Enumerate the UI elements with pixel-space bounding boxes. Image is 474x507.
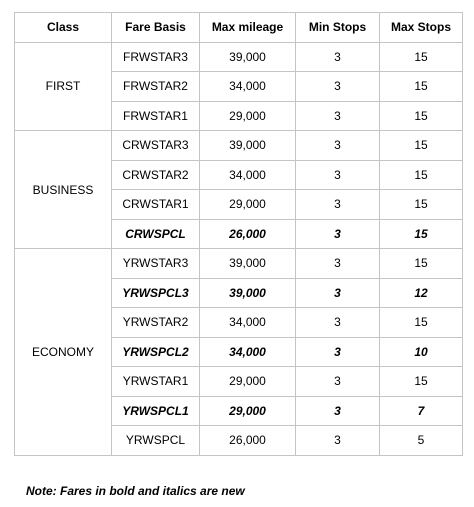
max-mileage-cell: 39,000 — [200, 249, 296, 279]
max-stops-cell: 12 — [380, 278, 463, 308]
table-row — [15, 42, 463, 72]
min-stops-cell: 3 — [296, 72, 380, 102]
max-mileage-cell: 39,000 — [200, 131, 296, 161]
fare-basis-cell: YRWSTAR3 — [112, 249, 200, 279]
fare-basis-cell: FRWSTAR1 — [112, 101, 200, 131]
max-mileage-cell: 29,000 — [200, 396, 296, 426]
max-stops-cell: 10 — [380, 337, 463, 367]
fare-basis-cell: FRWSTAR2 — [112, 72, 200, 102]
min-stops-cell: 3 — [296, 131, 380, 161]
max-mileage-cell: 34,000 — [200, 72, 296, 102]
class-cell: ECONOMY — [15, 249, 112, 456]
min-stops-cell: 3 — [296, 219, 380, 249]
fare-basis-cell: CRWSPCL — [112, 219, 200, 249]
max-stops-cell: 15 — [380, 249, 463, 279]
min-stops-cell: 3 — [296, 160, 380, 190]
fare-basis-cell: YRWSPCL2 — [112, 337, 200, 367]
max-stops-cell: 15 — [380, 72, 463, 102]
header-fare-basis: Fare Basis — [112, 13, 200, 43]
min-stops-cell: 3 — [296, 249, 380, 279]
class-cell: FIRST — [15, 42, 112, 131]
fare-basis-cell: CRWSTAR2 — [112, 160, 200, 190]
table-row — [15, 249, 463, 279]
fare-basis-cell: YRWSTAR2 — [112, 308, 200, 338]
max-mileage-cell: 34,000 — [200, 337, 296, 367]
max-mileage-cell: 29,000 — [200, 367, 296, 397]
min-stops-cell: 3 — [296, 42, 380, 72]
note-text: Note: Fares in bold and italics are new — [26, 484, 245, 498]
min-stops-cell: 3 — [296, 337, 380, 367]
header-max-mileage: Max mileage — [200, 13, 296, 43]
max-stops-cell: 15 — [380, 131, 463, 161]
max-mileage-cell: 39,000 — [200, 278, 296, 308]
max-stops-cell: 7 — [380, 396, 463, 426]
fare-basis-cell: YRWSPCL3 — [112, 278, 200, 308]
max-stops-cell: 5 — [380, 426, 463, 456]
min-stops-cell: 3 — [296, 426, 380, 456]
fare-basis-cell: YRWSTAR1 — [112, 367, 200, 397]
fare-table — [14, 12, 463, 456]
table-row — [15, 131, 463, 161]
fare-basis-cell: FRWSTAR3 — [112, 42, 200, 72]
max-mileage-cell: 34,000 — [200, 308, 296, 338]
header-max-stops: Max Stops — [380, 13, 463, 43]
max-stops-cell: 15 — [380, 219, 463, 249]
header-min-stops: Min Stops — [296, 13, 380, 43]
fare-basis-cell: YRWSPCL1 — [112, 396, 200, 426]
fare-basis-cell: CRWSTAR1 — [112, 190, 200, 220]
max-mileage-cell: 26,000 — [200, 219, 296, 249]
header-class: Class — [15, 13, 112, 43]
max-mileage-cell: 34,000 — [200, 160, 296, 190]
max-stops-cell: 15 — [380, 367, 463, 397]
max-mileage-cell: 39,000 — [200, 42, 296, 72]
header-row — [15, 13, 463, 43]
max-stops-cell: 15 — [380, 308, 463, 338]
fare-table-body — [15, 42, 463, 455]
min-stops-cell: 3 — [296, 190, 380, 220]
max-mileage-cell: 29,000 — [200, 101, 296, 131]
min-stops-cell: 3 — [296, 278, 380, 308]
max-stops-cell: 15 — [380, 42, 463, 72]
min-stops-cell: 3 — [296, 367, 380, 397]
min-stops-cell: 3 — [296, 101, 380, 131]
min-stops-cell: 3 — [296, 308, 380, 338]
fare-basis-cell: CRWSTAR3 — [112, 131, 200, 161]
min-stops-cell: 3 — [296, 396, 380, 426]
max-mileage-cell: 29,000 — [200, 190, 296, 220]
max-mileage-cell: 26,000 — [200, 426, 296, 456]
max-stops-cell: 15 — [380, 190, 463, 220]
max-stops-cell: 15 — [380, 101, 463, 131]
fare-basis-cell: YRWSPCL — [112, 426, 200, 456]
class-cell: BUSINESS — [15, 131, 112, 249]
max-stops-cell: 15 — [380, 160, 463, 190]
